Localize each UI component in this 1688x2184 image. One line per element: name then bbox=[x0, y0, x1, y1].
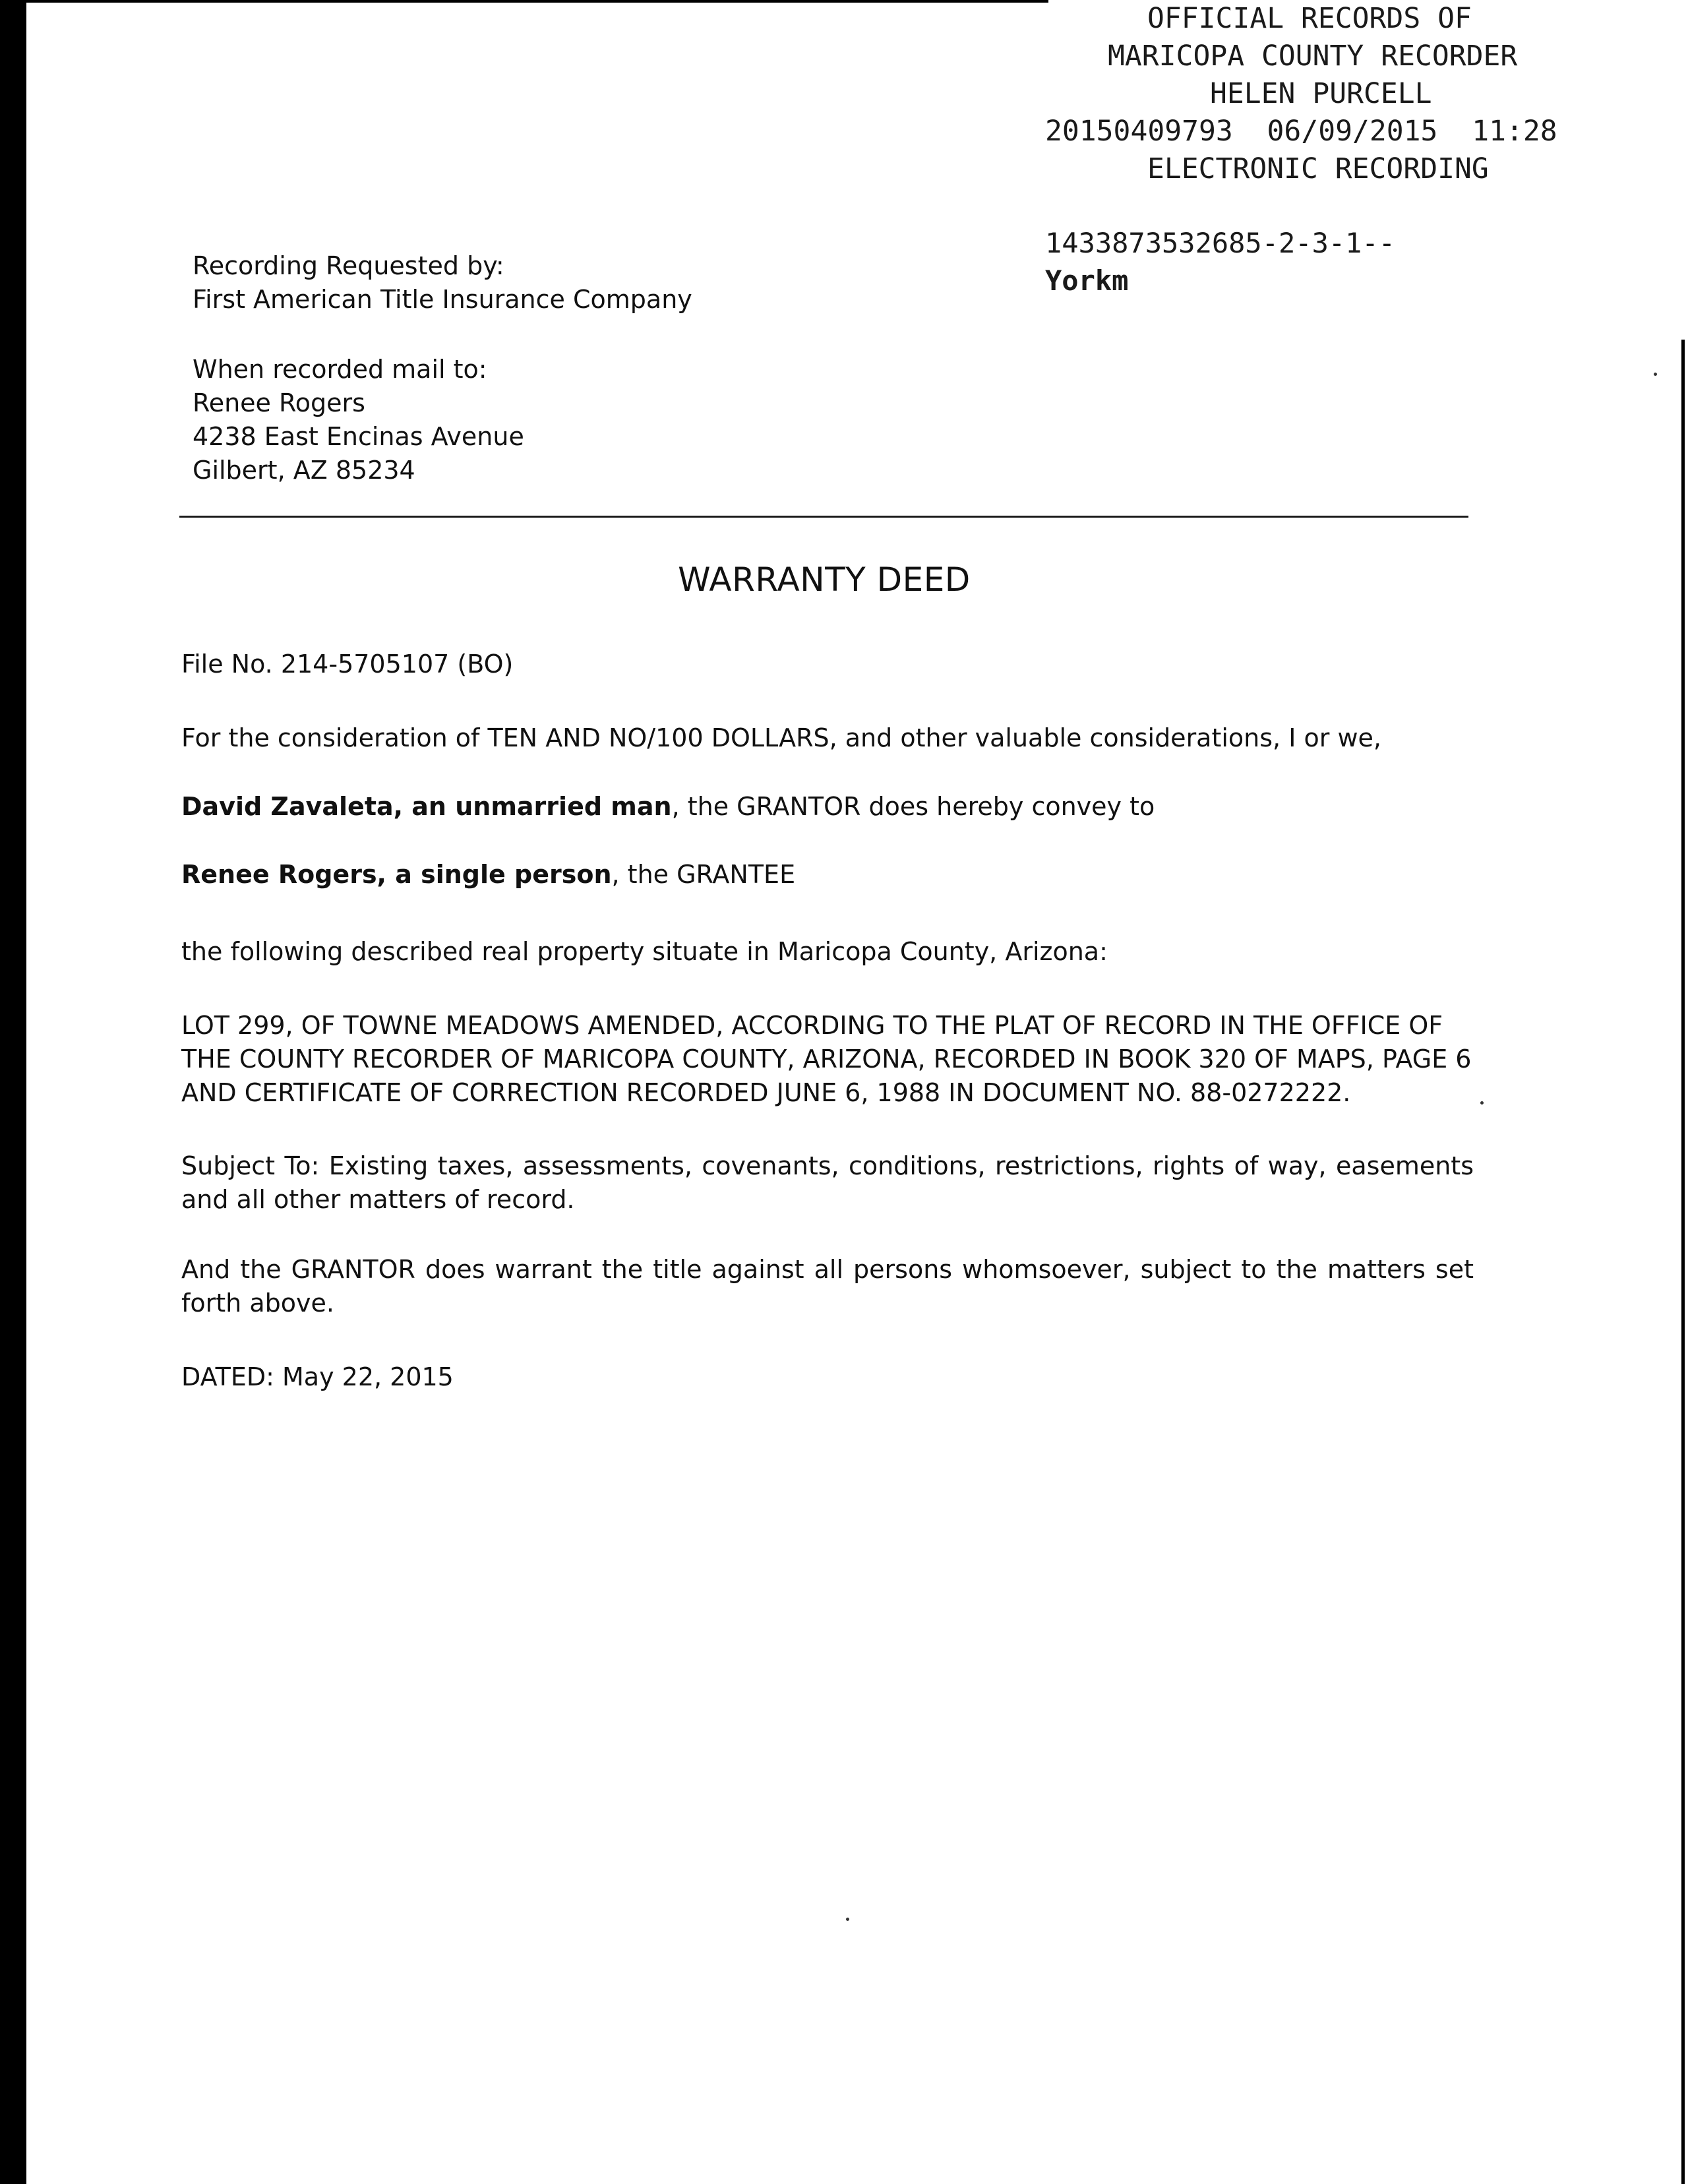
mail-to-label: When recorded mail to: bbox=[193, 355, 487, 384]
mail-to-city: Gilbert, AZ 85234 bbox=[193, 456, 415, 485]
stamp-user: Yorkm bbox=[1045, 264, 1129, 297]
mail-to-block bbox=[193, 353, 524, 487]
stamp-recording-number: 20150409793 06/09/2015 11:28 bbox=[1045, 115, 1557, 148]
grantee-text: , the GRANTEE bbox=[611, 860, 796, 889]
grantor-text: , the GRANTOR does hereby convey to bbox=[671, 792, 1155, 821]
header-divider bbox=[179, 516, 1468, 518]
file-number: File No. 214-5705107 (BO) bbox=[181, 650, 514, 679]
property-intro: the following described real property situate in Maricopa County, Arizona: bbox=[181, 937, 1108, 966]
consideration-clause: For the consideration of TEN AND NO/100 DOLLARS, and other valuable considerations, I or we, bbox=[181, 723, 1381, 752]
scan-edge-top bbox=[26, 0, 1048, 3]
scan-speck bbox=[1654, 373, 1657, 376]
warranty-clause: And the GRANTOR does warrant the title against all persons whomsoever, subject to the matters set forth above. bbox=[181, 1255, 1474, 1318]
scan-edge-left bbox=[0, 0, 26, 2184]
scan-edge-right bbox=[1681, 340, 1685, 2184]
scan-speck bbox=[846, 1918, 849, 1921]
mail-to-name: Renee Rogers bbox=[193, 388, 365, 417]
legal-description-line: THE COUNTY RECORDER OF MARICOPA COUNTY, ARIZONA, RECORDED IN BOOK 320 OF MAPS, PAGE 6 bbox=[181, 1045, 1472, 1074]
grantor-name: David Zavaleta, an unmarried man bbox=[181, 792, 672, 821]
grantor-clause bbox=[181, 790, 1474, 824]
subject-to-clause: Subject To: Existing taxes, assessments, covenants, conditions, restrictions, rights of way, easements and all other matters of record. bbox=[181, 1151, 1474, 1214]
grantee-clause bbox=[181, 858, 1474, 892]
mail-to-street: 4238 East Encinas Avenue bbox=[193, 422, 524, 451]
legal-description-line: AND CERTIFICATE OF CORRECTION RECORDED JUNE 6, 1988 IN DOCUMENT NO. 88-0272222. bbox=[181, 1078, 1351, 1107]
document-title: WARRANTY DEED bbox=[678, 561, 971, 599]
stamp-reference: 1433873532685-2-3-1-- bbox=[1045, 227, 1396, 259]
stamp-reference-block bbox=[1045, 224, 1395, 299]
recorder-stamp bbox=[1042, 0, 1688, 188]
grantee-name: Renee Rogers, a single person bbox=[181, 860, 612, 889]
stamp-line: OFFICIAL RECORDS OF bbox=[1147, 2, 1472, 35]
legal-description-line: LOT 299, OF TOWNE MEADOWS AMENDED, ACCORDING TO THE PLAT OF RECORD IN THE OFFICE OF bbox=[181, 1011, 1443, 1040]
recording-requested-block bbox=[193, 249, 692, 317]
stamp-line: ELECTRONIC RECORDING bbox=[1147, 152, 1489, 185]
scan-speck bbox=[1480, 1101, 1484, 1105]
recording-requested-company: First American Title Insurance Company bbox=[193, 285, 692, 314]
stamp-line: HELEN PURCELL bbox=[1210, 77, 1432, 110]
stamp-line: MARICOPA COUNTY RECORDER bbox=[1108, 40, 1518, 73]
recording-requested-label: Recording Requested by: bbox=[193, 251, 504, 280]
dated-line: DATED: May 22, 2015 bbox=[181, 1362, 454, 1391]
legal-description bbox=[181, 1009, 1474, 1110]
